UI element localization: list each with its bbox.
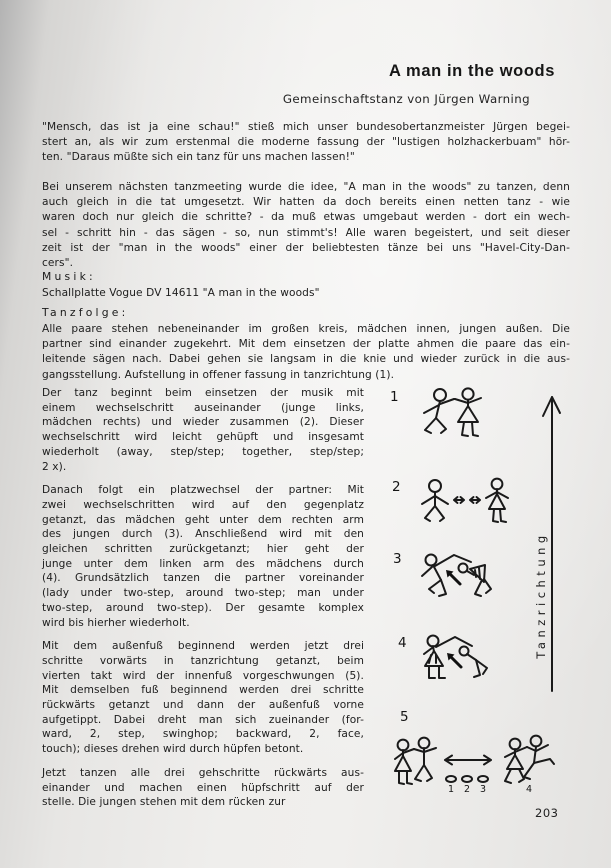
step-paragraph-2: Danach folgt ein platzwechsel der partner: Mit zwei wechselschritten wird auf den gegenplatz getanzt, das mädchen geht unter dem rechten arm des jungen durch (3). Anschließend wird mit den gleichen schritten zurückgetanzt; hier geht der junge unter dem linken arm des mädchens durch (4). Grundsätzlich tanzen die partner voreinander (lady under two-step, around two-step; man under two-step, around two-step). Der gesamte komplex wird bis hierher wiederholt.	[42, 484, 364, 629]
footstep-number-1: 1	[448, 784, 455, 795]
dance-direction-label: Tanzrichtung	[534, 531, 548, 659]
step-description-column	[42, 386, 364, 819]
musik-body: Schallplatte Vogue DV 14611 "A man in the woods"	[42, 287, 320, 299]
tanzfolge-heading: Tanzfolge:	[42, 306, 129, 319]
apart-together-arrow-right-icon	[470, 497, 480, 503]
footstep-number-4: 4	[526, 784, 533, 795]
footstep-3-icon	[478, 776, 488, 782]
step-paragraph-4: Jetzt tanzen alle drei gehschritte rückwärts aus- einander und machen einen hüpfschritt auf der stelle. Die jungen stehen mit dem rücken zur	[42, 766, 364, 809]
footstep-number-2: 2	[464, 784, 471, 795]
step-paragraph-3: Mit dem außenfuß beginnend werden jetzt drei schritte vorwärts in tanzrichtung getanzt, beim vierten takt wird der innenfuß vorgeschwungen (5). Mit demselben fuß beginnend werden drei schritte rückwärts getanzt und dann der außenfuß vorne aufgetippt. Dabei dreht man sich zueinander (for- ward, 2, step, swinghop; backward, 2, face, touch); dieses drehen wird durch hüpfen betont.	[42, 640, 364, 756]
figure-2-couple-apart-with-arrows-drawing	[420, 477, 514, 531]
figure-5-couples-with-footsteps-drawing	[393, 733, 565, 801]
page-subtitle: Gemeinschaftstanz von Jürgen Warning	[282, 92, 530, 106]
page-number: 203	[535, 806, 559, 820]
figure-3-number: 3	[393, 551, 402, 567]
footstep-number-3: 3	[480, 784, 487, 795]
figure-5-number: 5	[400, 709, 409, 725]
figure-3-lady-under-arch-drawing	[420, 551, 496, 605]
intro-paragraph-2: Bei unserem nächsten tanzmeeting wurde die idee, "A man in the woods" zu tanzen, denn auch gleich in die tat umgesetzt. Wir hatten da doch bereits einen netten tanz - wie waren doch nur gleich die schritte? - da muß etwas umgebaut werden - dort ein wech- sel - schritt hin - das sägen - so, nun stimmt's! Alle waren begeistert, und seit dieser zeit ist der "man in the woods" einer der beliebtesten tänze bei uns "Havel-City-Dan- cers".	[42, 181, 570, 270]
figure-4-number: 4	[398, 635, 407, 651]
pass-under-arrow-icon	[451, 657, 461, 667]
back-and-forth-arrow-icon	[445, 756, 491, 765]
footstep-1-icon	[446, 776, 456, 782]
tanzfolge-body: Alle paare stehen nebeneinander im großen kreis, mädchen innen, jungen außen. Die partner sind einander zugekehrt. Mit dem einsetzen der platte ahmen die paare das ein- leitende sägen nach. Dabei gehen sie langsam in die knie und wieder zurück in die aus- gangsstellung. Aufstellung in offener fassung in tanzrichtung (1).	[42, 323, 570, 381]
footstep-2-icon	[462, 776, 472, 782]
musik-heading: Musik:	[42, 270, 96, 283]
figure-4-man-under-arch-drawing	[420, 633, 498, 687]
intro-paragraph-1: "Mensch, das ist ja eine schau!" stieß mich unser bundesobertanzmeister Jürgen begei- stert an, als wir zum erstenmal die moderne fassung der "lustigen holzhackerbuam" hör- ten. "Daraus müßte sich ein tanz für uns machen lassen!"	[42, 121, 570, 164]
illustration-column	[370, 385, 598, 835]
figure-1-couple-holding-hands-drawing	[418, 386, 500, 448]
apart-together-arrow-left-icon	[454, 497, 464, 503]
figure-1-number: 1	[390, 389, 399, 405]
page-title: A man in the woods	[388, 62, 555, 80]
step-paragraph-1: Der tanz beginnt beim einsetzen der musik mit einem wechselschritt auseinander (junge links, mädchen rechts) und wieder zusammen (2). Dieser wechselschritt wird leicht gehüpft und insgesamt wiederholt (away, step/step; together, step/step; 2 x).	[42, 387, 364, 473]
pass-under-arrow-icon	[450, 574, 460, 584]
figure-2-number: 2	[392, 479, 401, 495]
